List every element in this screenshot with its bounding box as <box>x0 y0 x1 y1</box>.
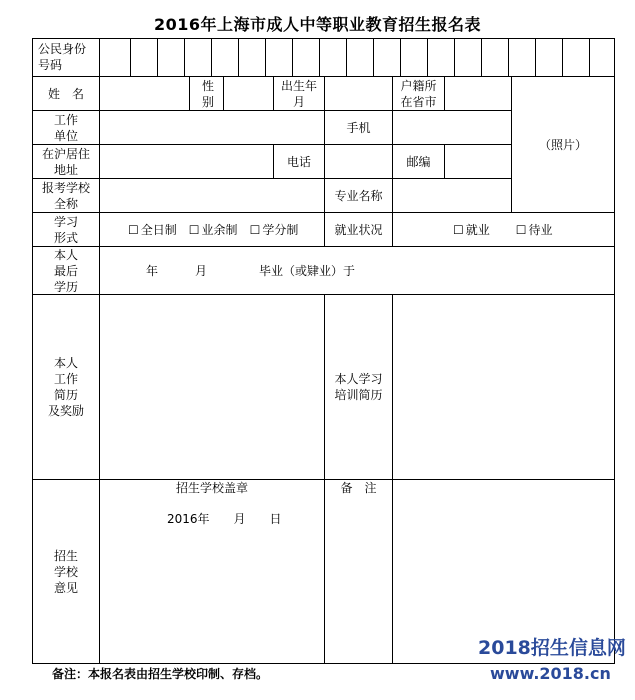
study-history-label: 本人学习 培训简历 <box>334 372 383 402</box>
form-title: 2016年上海市成人中等职业教育招生报名表 <box>153 15 482 34</box>
checkbox-icon[interactable]: ☐ <box>249 222 261 237</box>
employment-unemployed[interactable]: ☐ 待业 <box>515 222 553 237</box>
checkbox-icon[interactable]: ☐ <box>188 222 200 237</box>
study-mode-options <box>128 213 324 246</box>
employment-employed[interactable]: ☐ 就业 <box>453 222 490 237</box>
gender-label: 性 别 <box>202 78 215 109</box>
watermark-site-name: 2018招生信息网 <box>478 637 626 659</box>
mobile-label: 手机 <box>346 120 371 135</box>
stamp-date: 2016年 月 日 <box>167 512 282 526</box>
checkbox-icon[interactable]: ☐ <box>515 222 527 237</box>
study-mode-label: 学习 形式 <box>53 214 78 245</box>
postcode-field[interactable] <box>445 145 511 178</box>
address-field[interactable] <box>100 145 273 178</box>
school-label: 报考学校 全称 <box>41 180 90 211</box>
study-history-field[interactable] <box>393 295 614 479</box>
study-mode-credit[interactable]: ☐ 学分制 <box>249 222 299 237</box>
phone-label: 电话 <box>286 154 311 169</box>
education-month-label: 月 <box>195 263 208 278</box>
postcode-label: 邮编 <box>406 154 431 169</box>
mobile-field[interactable] <box>393 111 511 144</box>
major-label: 专业名称 <box>334 188 383 203</box>
checkbox-icon[interactable]: ☐ <box>128 222 139 237</box>
footnote: 备注：本报名表由招生学校印制、存档。 <box>52 667 269 681</box>
hukou-label: 户籍所 在省市 <box>400 78 437 109</box>
photo-placeholder[interactable]: （照片） <box>538 137 587 152</box>
workplace-field[interactable] <box>100 111 324 144</box>
education-label: 本人 最后 学历 <box>53 247 78 294</box>
stamp-label: 招生学校盖章 <box>175 481 248 495</box>
employment-label: 就业状况 <box>334 222 383 237</box>
birth-field[interactable] <box>325 77 392 110</box>
birth-label: 出生年 月 <box>280 78 317 109</box>
id-number-field[interactable] <box>100 39 614 76</box>
major-field[interactable] <box>393 179 511 212</box>
work-history-field[interactable] <box>100 295 324 479</box>
remarks-label: 备 注 <box>340 481 377 495</box>
study-mode-parttime[interactable]: ☐ 业余制 <box>188 222 238 237</box>
watermark-url: www.2018.cn <box>490 664 611 683</box>
education-year-label: 年 <box>146 263 159 278</box>
hukou-field[interactable] <box>445 77 511 110</box>
study-mode-fulltime[interactable]: ☐ 全日制 <box>128 222 177 237</box>
address-label: 在沪居住 地址 <box>41 146 90 177</box>
school-field[interactable] <box>100 179 324 212</box>
work-history-label: 本人 工作 简历 及奖励 <box>47 356 84 418</box>
id-number-label: 公民身份 号码 <box>38 42 87 72</box>
gender-field[interactable] <box>224 77 273 110</box>
name-field[interactable] <box>100 77 189 110</box>
checkbox-icon[interactable]: ☐ <box>453 222 464 237</box>
workplace-label: 工作 单位 <box>53 112 78 143</box>
school-opinion-label: 招生 学校 意见 <box>53 548 78 595</box>
employment-options <box>453 213 613 246</box>
name-label: 姓 名 <box>47 86 84 101</box>
education-graduation-label[interactable]: 毕业（或肄业）于 <box>259 263 356 278</box>
phone-field[interactable] <box>325 145 392 178</box>
